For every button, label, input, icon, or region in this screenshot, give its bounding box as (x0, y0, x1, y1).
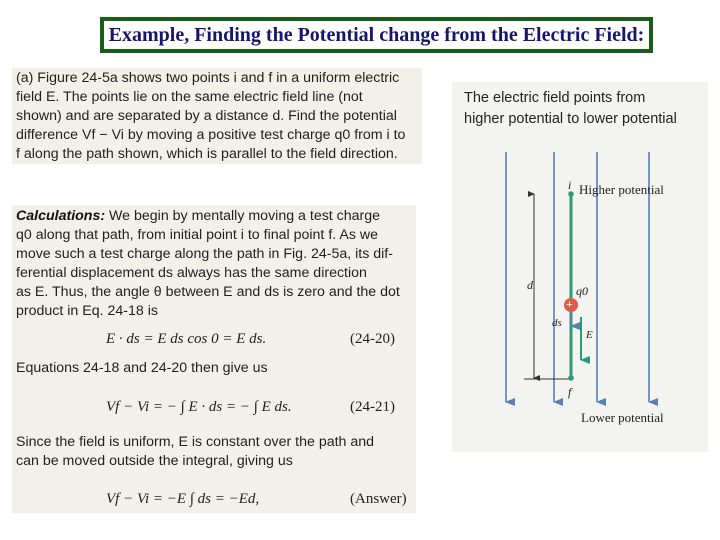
problem-line-3: shown) and are separated by a distance d. Find the potential (16, 108, 397, 124)
figure-caption (464, 88, 708, 130)
ds-label: ds (552, 317, 562, 329)
calc-line-6: product in Eq. 24-18 is (16, 303, 158, 319)
calc-line-2: q0 along that path, from initial point i to final point f. As we (16, 227, 378, 243)
equation-24-21-number: (24-21) (350, 399, 395, 415)
slide-title: Example, Finding the Potential change from the Electric Field: (108, 23, 645, 46)
electric-field-figure (452, 82, 708, 452)
problem-line-2: field E. The points lie on the same electric field line (not (16, 89, 363, 105)
higher-potential-label: Higher potential (579, 182, 664, 197)
field-diagram (452, 82, 708, 452)
calc-line-7: Equations 24-18 and 24-20 then give us (16, 360, 268, 376)
calculations-panel (12, 205, 416, 513)
problem-line-1: (a) Figure 24-5a shows two points i and f in a uniform electric (16, 70, 400, 86)
caption-line-1: The electric field points from (464, 90, 646, 106)
point-i-label: i (568, 178, 572, 192)
calc-line-1: Calculations: We begin by mentally moving a test charge (16, 208, 381, 224)
equation-answer: Vf − Vi = −E ∫ ds = −Ed, (106, 491, 260, 507)
problem-line-4: difference Vf − Vi by moving a positive test charge q0 from i to (16, 127, 406, 143)
calculations-label: Calculations: (16, 208, 106, 224)
problem-statement-panel (12, 68, 422, 164)
equation-24-20-number: (24-20) (350, 331, 395, 347)
charge-sign: + (566, 297, 573, 311)
part-label: (a) (16, 70, 34, 86)
problem-line-5: f along the path shown, which is parallel to the field direction. (16, 146, 398, 162)
e-label: E (586, 329, 593, 341)
calc-line-9: can be moved outside the integral, giving us (16, 453, 293, 469)
equation-answer-label: (Answer) (350, 491, 407, 507)
distance-label: d (527, 278, 533, 292)
equation-24-21: Vf − Vi = − ∫ E · ds = − ∫ E ds. (106, 399, 292, 415)
calc-line-3: move such a test charge along the path in Fig. 24-5a, its dif- (16, 246, 393, 262)
slide-title-box (100, 17, 653, 53)
equation-24-20: E · ds = E ds cos 0 = E ds. (106, 331, 267, 347)
calc-line-5: as E. Thus, the angle θ between E and ds is zero and the dot (16, 284, 400, 300)
calc-line-4: ferential displacement ds always has the same direction (16, 265, 367, 281)
lower-potential-label: Lower potential (581, 410, 664, 425)
caption-line-2: higher potential to lower potential (464, 111, 677, 127)
point-f-label: f (568, 385, 572, 399)
point-f-dot (568, 375, 574, 381)
calc-line-8: Since the field is uniform, E is constant over the path and (16, 434, 375, 450)
charge-label: q0 (576, 284, 588, 298)
